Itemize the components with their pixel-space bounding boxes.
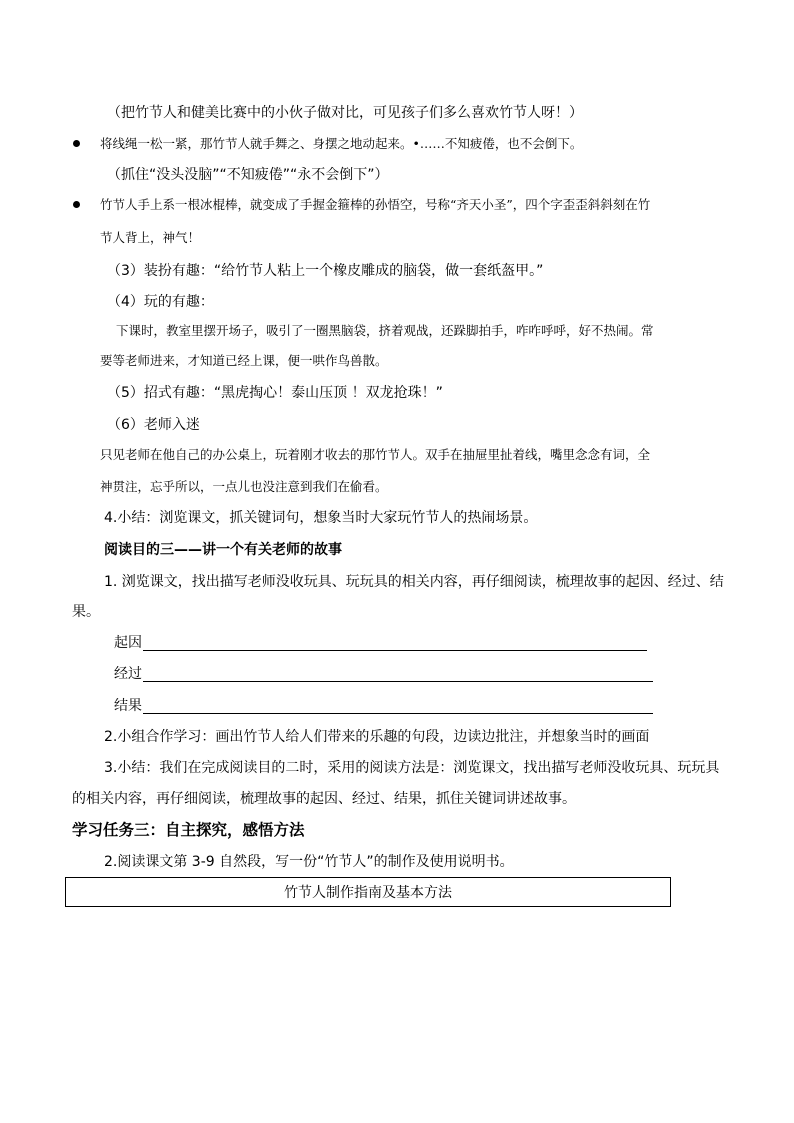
quote-monkey-king-line1: 竹节人手上系一根冰棍棒，就变成了手握金箍棒的孙悟空，号称“齐天小圣”，四个字歪歪斜斜刻在竹 [100,197,651,212]
instruction-write-manual: 2.阅读课文第 3-9 自然段，写一份“竹节人”的制作及使用说明书。 [104,854,514,870]
point-5-moves: （5）招式有趣：“黑虎掏心！泰山压顶 ！双龙抢珠！” [107,385,443,401]
point-3-costume: （3）装扮有趣：“给竹节人粘上一个橡皮雕成的脑袋，做一套纸盔甲。” [107,263,544,279]
blank-result[interactable] [143,713,653,714]
quote-string-motion: 将线绳一松一紧，那竹节人就手舞之、身摆之地动起来。•……不知疲倦，也不会倒下。 [100,136,583,151]
blank-process[interactable] [143,681,653,682]
summary-4: 4.小结：浏览课文，抓关键词句，想象当时大家玩竹节人的热闹场景。 [104,510,538,526]
point-6-teacher: （6）老师入迷 [107,417,200,433]
instruction-2-group: 2.小组合作学习：画出竹节人给人们带来的乐趣的句段，边读边批注，并想象当时的画面 [104,729,650,745]
quote-teacher-line1: 只见老师在他自己的办公桌上，玩着刚才收去的那竹节人。双手在抽屉里扯着线，嘴里念念有词，全 [100,447,651,462]
blank-cause[interactable] [143,650,647,651]
manual-table-title: 竹节人制作指南及基本方法 [284,885,452,901]
quote-teacher-line2: 神贯注，忘乎所以，一点儿也没注意到我们在偷看。 [100,479,388,494]
bullet-1 [73,140,80,147]
point-4-playing: （4）玩的有趣： [107,294,214,310]
note-key-phrases: （抓住“没头没脑”“不知疲倦”“永不会倒下”） [107,167,389,183]
task-heading-3: 学习任务三：自主探究，感悟方法 [72,821,305,839]
quote-classroom-line2: 要等老师进来，才知道已经上课，便一哄作鸟兽散。 [100,353,388,368]
paragraph-comparison-note: （把竹节人和健美比赛中的小伙子做对比，可见孩子们多么喜欢竹节人呀！） [107,105,583,121]
instruction-1-line1: 1. 浏览课文，找出描写老师没收玩具、玩玩具的相关内容，再仔细阅读，梳理故事的起因、经过、结 [104,574,724,590]
summary-3-line1: 3.小结：我们在完成阅读目的二时，采用的阅读方法是：浏览课文，找出描写老师没收玩具、玩玩具 [104,760,720,776]
section-heading-purpose-3: 阅读目的三——讲一个有关老师的故事 [104,542,342,558]
manual-table [65,877,671,907]
label-result: 结果 [114,698,142,714]
bullet-2 [73,201,80,208]
label-cause: 起因 [114,635,142,651]
label-process: 经过 [114,666,142,682]
quote-monkey-king-line2: 节人背上，神气！ [100,230,201,245]
instruction-1-line2: 果。 [72,604,100,620]
summary-3-line2: 的相关内容，再仔细阅读，梳理故事的起因、经过、结果，抓住关键词讲述故事。 [72,791,576,807]
quote-classroom-line1: 下课时，教室里摆开场子，吸引了一圈黑脑袋，挤着观战，还跺脚拍手，咋咋呼呼，好不热闹。常 [116,323,654,338]
